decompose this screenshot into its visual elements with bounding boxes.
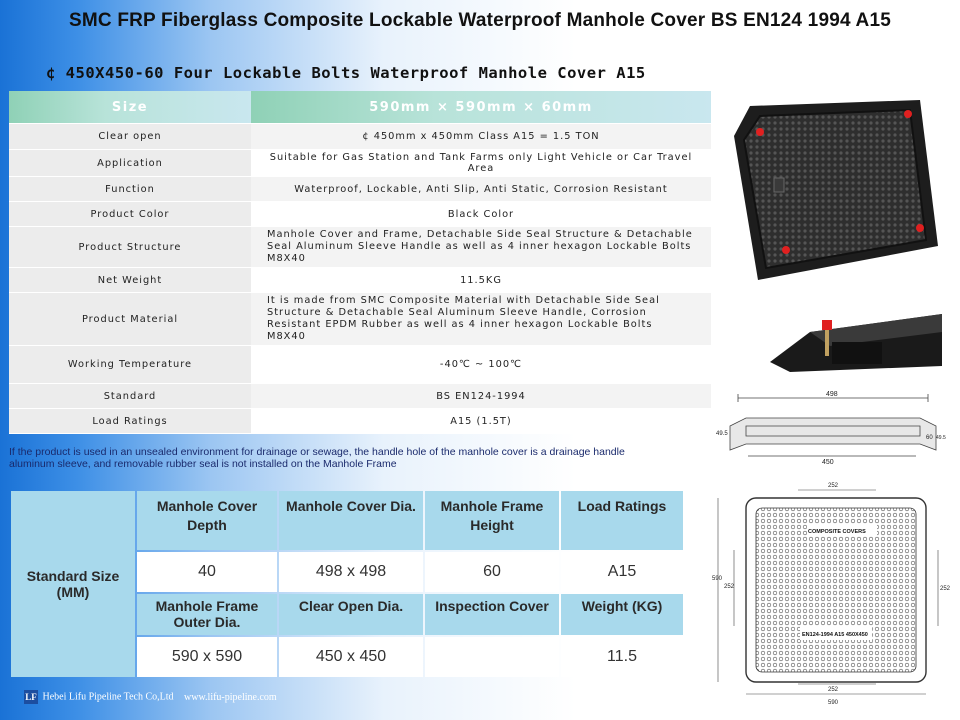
company-logo-icon: LF	[25, 692, 37, 702]
size-value: 498 x 498	[279, 552, 423, 592]
spec-key: Standard	[9, 384, 251, 409]
spec-value: Manhole Cover and Frame, Detachable Side Seal Structure & Detachable Seal Aluminum Sleeve Handle as well as 4 inner hexagon Lockable Bolts M8X40	[251, 227, 711, 268]
table-row	[9, 124, 711, 150]
spec-value: 11.5KG	[251, 268, 711, 293]
spec-value: A15 (1.5T)	[251, 409, 711, 434]
spec-value: It is made from SMC Composite Material with Detachable Side Seal Structure & Detachable Seal Aluminum Sleeve Handle, Corrosion Resistant EPDM Rubber as well as 4 inner hexagon Lockable Bolts M8X40	[251, 293, 711, 346]
spec-key: Product Color	[9, 202, 251, 227]
usage-note: If the product is used in an unsealed environment for drainage or sewage, the handle hole of the manhole cover is a drainage handle aluminum sleeve, and removable rubber seal is not installed on the Manhole Frame	[9, 446, 625, 470]
table-row	[9, 409, 711, 434]
size-header: Weight (KG)	[561, 594, 683, 635]
standard-size-table	[9, 489, 685, 679]
table-row	[9, 150, 711, 177]
dim-left-a: 590	[712, 576, 723, 582]
spec-value: -40℃ ~ 100℃	[251, 346, 711, 384]
size-value	[425, 637, 559, 677]
size-value: A15	[561, 552, 683, 592]
size-header: Manhole Cover Depth	[137, 491, 277, 550]
dim-bottom-a: 252	[828, 687, 839, 693]
spec-header-row	[9, 91, 711, 124]
spec-key: Working Temperature	[9, 346, 251, 384]
spec-key: Function	[9, 177, 251, 202]
page-subtitle: ¢ 450X450-60 Four Lockable Bolts Waterproof Manhole Cover A15	[46, 64, 646, 82]
seal-detail-photo	[770, 302, 942, 378]
table-row	[9, 202, 711, 227]
size-header: Manhole Frame Outer Dia.	[137, 594, 277, 635]
spec-header-value: 590mm × 590mm × 60mm	[251, 91, 711, 124]
plate-text: EN124-1994 A15 450X450	[802, 632, 868, 638]
table-row	[9, 268, 711, 293]
spec-header-key: Size	[9, 91, 251, 124]
dim-right-a: 60	[926, 435, 933, 441]
standard-size-label: Standard Size (MM)	[11, 491, 135, 677]
spec-key: Clear open	[9, 124, 251, 150]
spec-key: Net Weight	[9, 268, 251, 293]
footer	[24, 690, 277, 704]
company-name: Hebei Lifu Pipeline Tech Co,Ltd	[42, 691, 174, 703]
spec-key: Product Structure	[9, 227, 251, 268]
spec-key: Product Material	[9, 293, 251, 346]
size-header: Inspection Cover	[425, 594, 559, 635]
size-value: 590 x 590	[137, 637, 277, 677]
size-header: Load Ratings	[561, 491, 683, 550]
manhole-cover-photo	[730, 96, 942, 286]
dim-right-b: 49.5	[936, 435, 946, 441]
size-value: 11.5	[561, 637, 683, 677]
size-header: Clear Open Dia.	[279, 594, 423, 635]
table-row	[9, 177, 711, 202]
size-value: 60	[425, 552, 559, 592]
page-title: SMC FRP Fiberglass Composite Lockable Waterproof Manhole Cover BS EN124 1994 A15	[69, 10, 891, 31]
size-header: Manhole Cover Dia.	[279, 491, 423, 550]
table-row	[9, 227, 711, 268]
brand-text: COMPOSITE COVERS	[808, 529, 866, 535]
spec-key: Load Ratings	[9, 409, 251, 434]
spec-value: ¢ 450mm x 450mm Class A15 = 1.5 TON	[251, 124, 711, 150]
table-row	[9, 293, 711, 346]
dim-top: 498	[826, 391, 838, 398]
plan-drawing	[712, 476, 956, 708]
dim-right: 252	[940, 586, 951, 592]
spec-value: Black Color	[251, 202, 711, 227]
spec-value: Waterproof, Lockable, Anti Slip, Anti Static, Corrosion Resistant	[251, 177, 711, 202]
spec-value: BS EN124-1994	[251, 384, 711, 409]
size-value: 40	[137, 552, 277, 592]
spec-key: Application	[9, 150, 251, 177]
size-value: 450 x 450	[279, 637, 423, 677]
dim-top: 252	[828, 483, 839, 489]
table-row	[9, 346, 711, 384]
dim-bottom-b: 590	[828, 700, 839, 706]
dim-bottom: 450	[822, 459, 834, 466]
dim-left: 49.5	[716, 431, 728, 437]
size-header: Manhole Frame Height	[425, 491, 559, 550]
table-row	[9, 384, 711, 409]
spec-value: Suitable for Gas Station and Tank Farms only Light Vehicle or Car Travel Area	[251, 150, 711, 177]
section-drawing	[716, 386, 948, 466]
company-url[interactable]: www.lifu-pipeline.com	[184, 691, 277, 703]
dim-left-b: 252	[724, 584, 735, 590]
spec-table	[9, 91, 711, 434]
